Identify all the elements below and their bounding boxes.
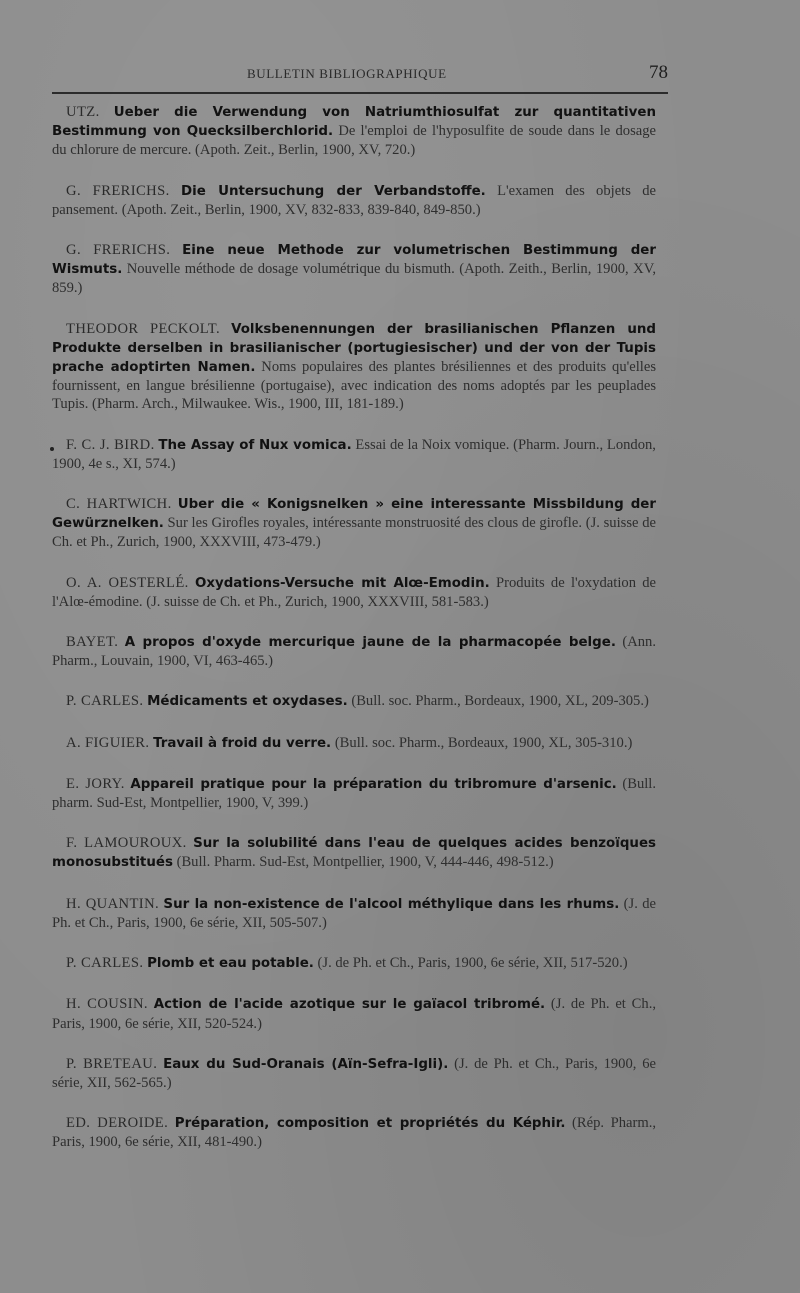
entry-description: Sur les Girofles royales, intéressante monstruosité des clous de girofle. bbox=[167, 515, 582, 532]
entry-reference: (Apoth. Zeit., Berlin, 1900, XV, 720.) bbox=[195, 142, 416, 159]
entry-title: Eaux du Sud-Oranais (Aïn-Sefra-Igli). bbox=[163, 1056, 449, 1072]
entry-reference: (Bull. Pharm. Sud-Est, Montpellier, 1900, V, 444-446, 498-512.) bbox=[176, 854, 554, 871]
entry-reference: (Pharm. Arch., Milwaukee. Wis., 1900, III, 181-189.) bbox=[92, 396, 404, 413]
ink-dot bbox=[50, 447, 54, 451]
entry-description: De l'emploi de l'hyposulfite de soude dans le dosage du chlorure de mercure. bbox=[52, 123, 656, 159]
bibliography-entry bbox=[52, 241, 656, 298]
entry-description: L'examen des objets de pansement. bbox=[52, 182, 656, 218]
page-number: 78 bbox=[649, 62, 668, 83]
bibliography-entry bbox=[52, 633, 656, 670]
entry-title: Oxydations-Versuche mit Alœ-Emodin. bbox=[194, 575, 490, 591]
entry-reference: (Ann. Pharm., Louvain, 1900, VI, 463-465.) bbox=[52, 634, 656, 670]
entry-author: A. FIGUIER. bbox=[66, 734, 150, 751]
header-rule bbox=[52, 92, 668, 94]
entry-title: Préparation, composition et propriétés du Képhir. bbox=[174, 1116, 566, 1132]
entry-author: P. CARLES. bbox=[66, 955, 144, 972]
entry-title: Sur la non-existence de l'alcool méthylique dans les rhums. bbox=[163, 896, 620, 912]
entry-title: Appareil pratique pour la préparation du tribromure d'arsenic. bbox=[130, 776, 617, 792]
bibliography-entry bbox=[52, 692, 656, 711]
entry-author: H. QUANTIN. bbox=[66, 895, 160, 912]
entry-reference: (Bull. pharm. Sud-Est, Montpellier, 1900, V, 399.) bbox=[52, 775, 656, 812]
entry-author: THEODOR PECKOLT. bbox=[66, 320, 221, 337]
bibliography-entry bbox=[52, 320, 656, 414]
entry-reference: (J. de Ph. et Ch., Paris, 1900, 6e série, XII, 562-565.) bbox=[52, 1055, 656, 1091]
entry-title: Uber die « Konigsnelken » eine interessante Missbildung der Gewürznelken. bbox=[52, 497, 656, 532]
entry-title: A propos d'oxyde mercurique jaune de la pharmacopée belge. bbox=[124, 635, 616, 651]
entry-description: Nouvelle méthode de dosage volumétrique du bismuth. bbox=[126, 261, 455, 278]
entry-reference: (Pharm. Journ., London, 1900, 4e s., XI, 574.) bbox=[52, 436, 656, 472]
entry-title: Sur la solubilité dans l'eau de quelques acides benzoïques monosubstitués bbox=[52, 836, 656, 871]
bibliography-entry bbox=[52, 1114, 656, 1151]
entry-title: Médicaments et oxydases. bbox=[147, 694, 348, 710]
entry-author: O. A. OESTERLÉ. bbox=[66, 574, 189, 591]
entry-reference: (Rép. Pharm., Paris, 1900, 6e série, XII, 481-490.) bbox=[52, 1115, 656, 1151]
entry-reference: (Bull. soc. Pharm., Bordeaux, 1900, XL, 305-310.) bbox=[334, 734, 633, 751]
bibliography-entry bbox=[52, 895, 656, 932]
bibliography-entry bbox=[52, 954, 656, 973]
bibliography-entry bbox=[52, 1055, 656, 1092]
entry-reference: (Bull. soc. Pharm., Bordeaux, 1900, XL, 209-305.) bbox=[351, 693, 649, 710]
entry-author: P. BRETEAU. bbox=[66, 1055, 158, 1072]
bibliography-entry bbox=[52, 834, 656, 872]
bibliography-entry bbox=[52, 574, 656, 611]
entry-description: Essai de la Noix vomique. bbox=[355, 436, 510, 453]
bibliography-entry bbox=[52, 495, 656, 552]
entry-author: G. FRERICHS. bbox=[66, 182, 170, 199]
entry-title: Eine neue Methode zur volumetrischen Bestimmung der Wismuts. bbox=[52, 243, 656, 278]
entry-reference: (Apoth. Zeith., Berlin, 1900, XV, 859.) bbox=[52, 261, 656, 297]
bibliography-entry bbox=[52, 734, 656, 753]
running-head: BULLETIN BIBLIOGRAPHIQUE bbox=[247, 66, 447, 81]
entry-title: Die Untersuchung der Verbandstoffe. bbox=[181, 183, 486, 199]
entry-title: Plomb et eau potable. bbox=[147, 956, 314, 972]
bibliography-entry bbox=[52, 775, 656, 812]
bibliography-entry bbox=[52, 436, 656, 473]
entry-reference: (J. de Ph. et Ch., Paris, 1900, 6e série, XII, 520-524.) bbox=[52, 996, 656, 1032]
entry-author: F. LAMOUROUX. bbox=[66, 835, 187, 852]
bibliography-entry bbox=[52, 103, 656, 160]
entry-author: E. JORY. bbox=[66, 775, 125, 792]
bibliography-list bbox=[52, 103, 656, 1152]
entry-author: P. CARLES. bbox=[66, 693, 144, 710]
entry-author: H. COUSIN. bbox=[66, 996, 148, 1013]
entry-title: Volksbenennungen der brasilianischen Pflanzen und Produkte derselben in brasilianischer (portugiesischer) und der von der Tupis prache adoptirten Namen. bbox=[52, 321, 656, 376]
entry-reference: (J. de Ph. et Ch., Paris, 1900, 6e série, XII, 505-507.) bbox=[52, 895, 656, 931]
entry-author: C. HARTWICH. bbox=[66, 496, 172, 513]
entry-title: Travail à froid du verre. bbox=[153, 735, 332, 751]
entry-title: The Assay of Nux vomica. bbox=[158, 437, 352, 453]
entry-author: G. FRERICHS. bbox=[66, 242, 171, 259]
entry-author: F. C. J. BIRD. bbox=[66, 436, 155, 453]
entry-reference: (J. de Ph. et Ch., Paris, 1900, 6e série, XII, 517-520.) bbox=[317, 955, 628, 972]
bibliography-entry bbox=[52, 182, 656, 219]
entry-author: BAYET. bbox=[66, 634, 119, 651]
entry-description: Noms populaires des plantes brésiliennes et des produits qu'elles fournissent, en langue brésilienne (portugaise), avec indication des noms adoptés par les peuplades Tupis. bbox=[52, 359, 657, 413]
entry-reference: (J. suisse de Ch. et Ph., Zurich, 1900, XXXVIII, 581-583.) bbox=[146, 593, 489, 610]
entry-title: Action de l'acide azotique sur le gaïacol tribromé. bbox=[153, 997, 546, 1013]
page-header bbox=[52, 62, 668, 84]
entry-reference: (Apoth. Zeit., Berlin, 1900, XV, 832-833, 839-840, 849-850.) bbox=[121, 201, 481, 218]
entry-title: Ueber die Verwendung von Natriumthiosulfat zur quantitativen Bestimmung von Quecksilberchlorid. bbox=[52, 105, 656, 140]
entry-author: ED. DEROIDE. bbox=[66, 1115, 169, 1132]
bibliography-entry bbox=[52, 995, 656, 1032]
entry-description: Produits de l'oxydation de l'Alœ-émodine. bbox=[52, 574, 657, 610]
entry-author: UTZ. bbox=[66, 104, 100, 120]
entry-reference: (J. suisse de Ch. et Ph., Zurich, 1900, XXXVIII, 473-479.) bbox=[52, 515, 656, 551]
